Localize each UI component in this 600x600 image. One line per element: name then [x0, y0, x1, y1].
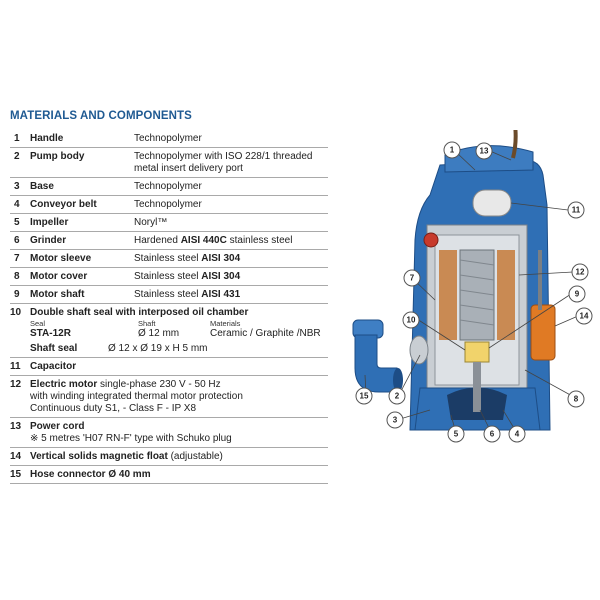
- component-name: Vertical solids magnetic float: [30, 450, 168, 462]
- seal-column-header: Seal: [30, 318, 46, 328]
- component-material: Technopolymer: [134, 132, 202, 144]
- cord-row: [10, 418, 328, 448]
- component-material: Technopolymer: [134, 198, 202, 210]
- component-material: [134, 289, 328, 301]
- callout-6: [484, 426, 500, 442]
- svg-text:15: 15: [359, 391, 369, 401]
- shaft-size: Ø 12 mm: [138, 327, 180, 339]
- component-material: Technopolymer: [134, 180, 202, 192]
- component-row: [10, 214, 328, 232]
- component-name: Double shaft seal with interposed oil chamber: [30, 306, 249, 318]
- callout-1: [444, 142, 460, 158]
- material-grade: AISI 304: [201, 252, 241, 264]
- component-name: Motor shaft: [30, 288, 85, 300]
- component-row: [10, 466, 328, 484]
- component-name: Motor sleeve: [30, 252, 92, 264]
- svg-text:13: 13: [479, 146, 489, 156]
- component-name: Motor cover: [30, 270, 88, 282]
- row-number: 11: [10, 360, 21, 372]
- callout-13: [476, 143, 492, 159]
- seal-model: STA-12R: [30, 327, 71, 339]
- pump-body-illustration: [410, 130, 555, 430]
- svg-text:10: 10: [406, 315, 416, 325]
- svg-text:3: 3: [392, 415, 398, 425]
- component-row: [10, 232, 328, 250]
- component-name: Base: [30, 180, 54, 192]
- row-number: 2: [14, 150, 20, 162]
- hose-connector-illustration: [353, 320, 403, 392]
- callout-14: [576, 308, 592, 324]
- material-text: Hardened: [134, 234, 181, 246]
- component-row: [10, 448, 328, 466]
- material-text: stainless steel: [226, 234, 293, 246]
- callout-10: [403, 312, 419, 328]
- component-material: [134, 253, 328, 265]
- seal-materials: Ceramic / Graphite /NBR: [210, 327, 321, 339]
- callout-7: [404, 270, 420, 286]
- callout-3: [387, 412, 403, 428]
- motor-line-3: Continuous duty S1, - Class F - IP X8: [30, 402, 197, 414]
- callout-11: [568, 202, 584, 218]
- svg-text:12: 12: [575, 267, 585, 277]
- component-material: [134, 235, 328, 247]
- component-name: Grinder: [30, 234, 67, 246]
- material-grade: AISI 304: [201, 270, 241, 282]
- svg-text:2: 2: [394, 391, 400, 401]
- row-number: 5: [14, 216, 20, 228]
- svg-text:5: 5: [453, 429, 459, 439]
- section-title: MATERIALS AND COMPONENTS: [10, 110, 192, 122]
- component-row: [10, 358, 328, 376]
- component-row: [10, 178, 328, 196]
- float-text: [30, 451, 328, 463]
- pump-cutaway-diagram: [335, 130, 595, 460]
- component-name: Pump body: [30, 150, 85, 162]
- component-name: [30, 421, 328, 433]
- svg-text:11: 11: [571, 205, 581, 215]
- component-row: [10, 196, 328, 214]
- svg-text:9: 9: [574, 289, 580, 299]
- row-number: 15: [10, 468, 22, 480]
- float-suffix: (adjustable): [167, 450, 223, 462]
- row-number: 4: [14, 198, 20, 210]
- component-row: [10, 130, 328, 148]
- svg-text:4: 4: [514, 429, 520, 439]
- components-table: [10, 130, 328, 484]
- svg-text:8: 8: [573, 394, 579, 404]
- seal-row: [10, 304, 328, 358]
- component-row: [10, 286, 328, 304]
- callout-5: [448, 426, 464, 442]
- callout-2: [389, 388, 405, 404]
- component-name: Capacitor: [30, 360, 77, 372]
- material-grade: AISI 440C: [180, 234, 227, 246]
- row-number: 1: [14, 132, 20, 144]
- row-number: 8: [14, 270, 20, 282]
- material-text: Stainless steel: [134, 252, 202, 264]
- row-number: 7: [14, 252, 20, 264]
- component-name: Conveyor belt: [30, 198, 97, 210]
- shaft-seal-label: Shaft seal: [30, 342, 78, 354]
- motor-spec: single-phase 230 V - 50 Hz: [97, 378, 221, 390]
- callout-12: [572, 264, 588, 280]
- row-number: 14: [10, 450, 22, 462]
- component-material: [134, 271, 328, 283]
- callout-8: [568, 391, 584, 407]
- svg-text:6: 6: [489, 429, 495, 439]
- material-text: Stainless steel: [134, 270, 202, 282]
- hose-title: Hose connector Ø 40 mm: [30, 468, 151, 480]
- svg-text:7: 7: [409, 273, 415, 283]
- row-number: 12: [10, 378, 22, 390]
- component-name: Handle: [30, 132, 64, 144]
- callout-15: [356, 388, 372, 404]
- svg-text:1: 1: [449, 145, 455, 155]
- component-name: Electric motor: [30, 378, 98, 390]
- component-row: [10, 268, 328, 286]
- motor-line-1: [30, 379, 328, 391]
- motor-line-2: with winding integrated thermal motor protection: [30, 390, 243, 402]
- component-name: Impeller: [30, 216, 69, 228]
- component-row: [10, 148, 328, 178]
- materials-column-header: Materials: [210, 318, 241, 328]
- component-material: Technopolymer with ISO 228/1 threaded metal insert delivery port: [134, 150, 313, 174]
- shaft-seal-dimensions: Ø 12 x Ø 19 x H 5 mm: [108, 342, 208, 354]
- row-number: 10: [10, 306, 22, 318]
- row-number: 6: [14, 234, 20, 246]
- shaft-column-header: Shaft: [138, 318, 156, 328]
- material-grade: AISI 431: [201, 288, 241, 300]
- callout-4: [509, 426, 525, 442]
- cord-spec: ※ 5 metres 'H07 RN-F' type with Schuko plug: [30, 432, 232, 444]
- component-row: [10, 250, 328, 268]
- row-number: 9: [14, 288, 20, 300]
- component-material: Noryl™: [134, 216, 168, 228]
- callout-9: [569, 286, 585, 302]
- svg-text:14: 14: [579, 311, 589, 321]
- motor-row: [10, 376, 328, 418]
- row-number: 13: [10, 420, 22, 432]
- cord-title: Power cord: [30, 420, 85, 432]
- component-name: [30, 469, 328, 481]
- row-number: 3: [14, 180, 20, 192]
- material-text: Stainless steel: [134, 288, 202, 300]
